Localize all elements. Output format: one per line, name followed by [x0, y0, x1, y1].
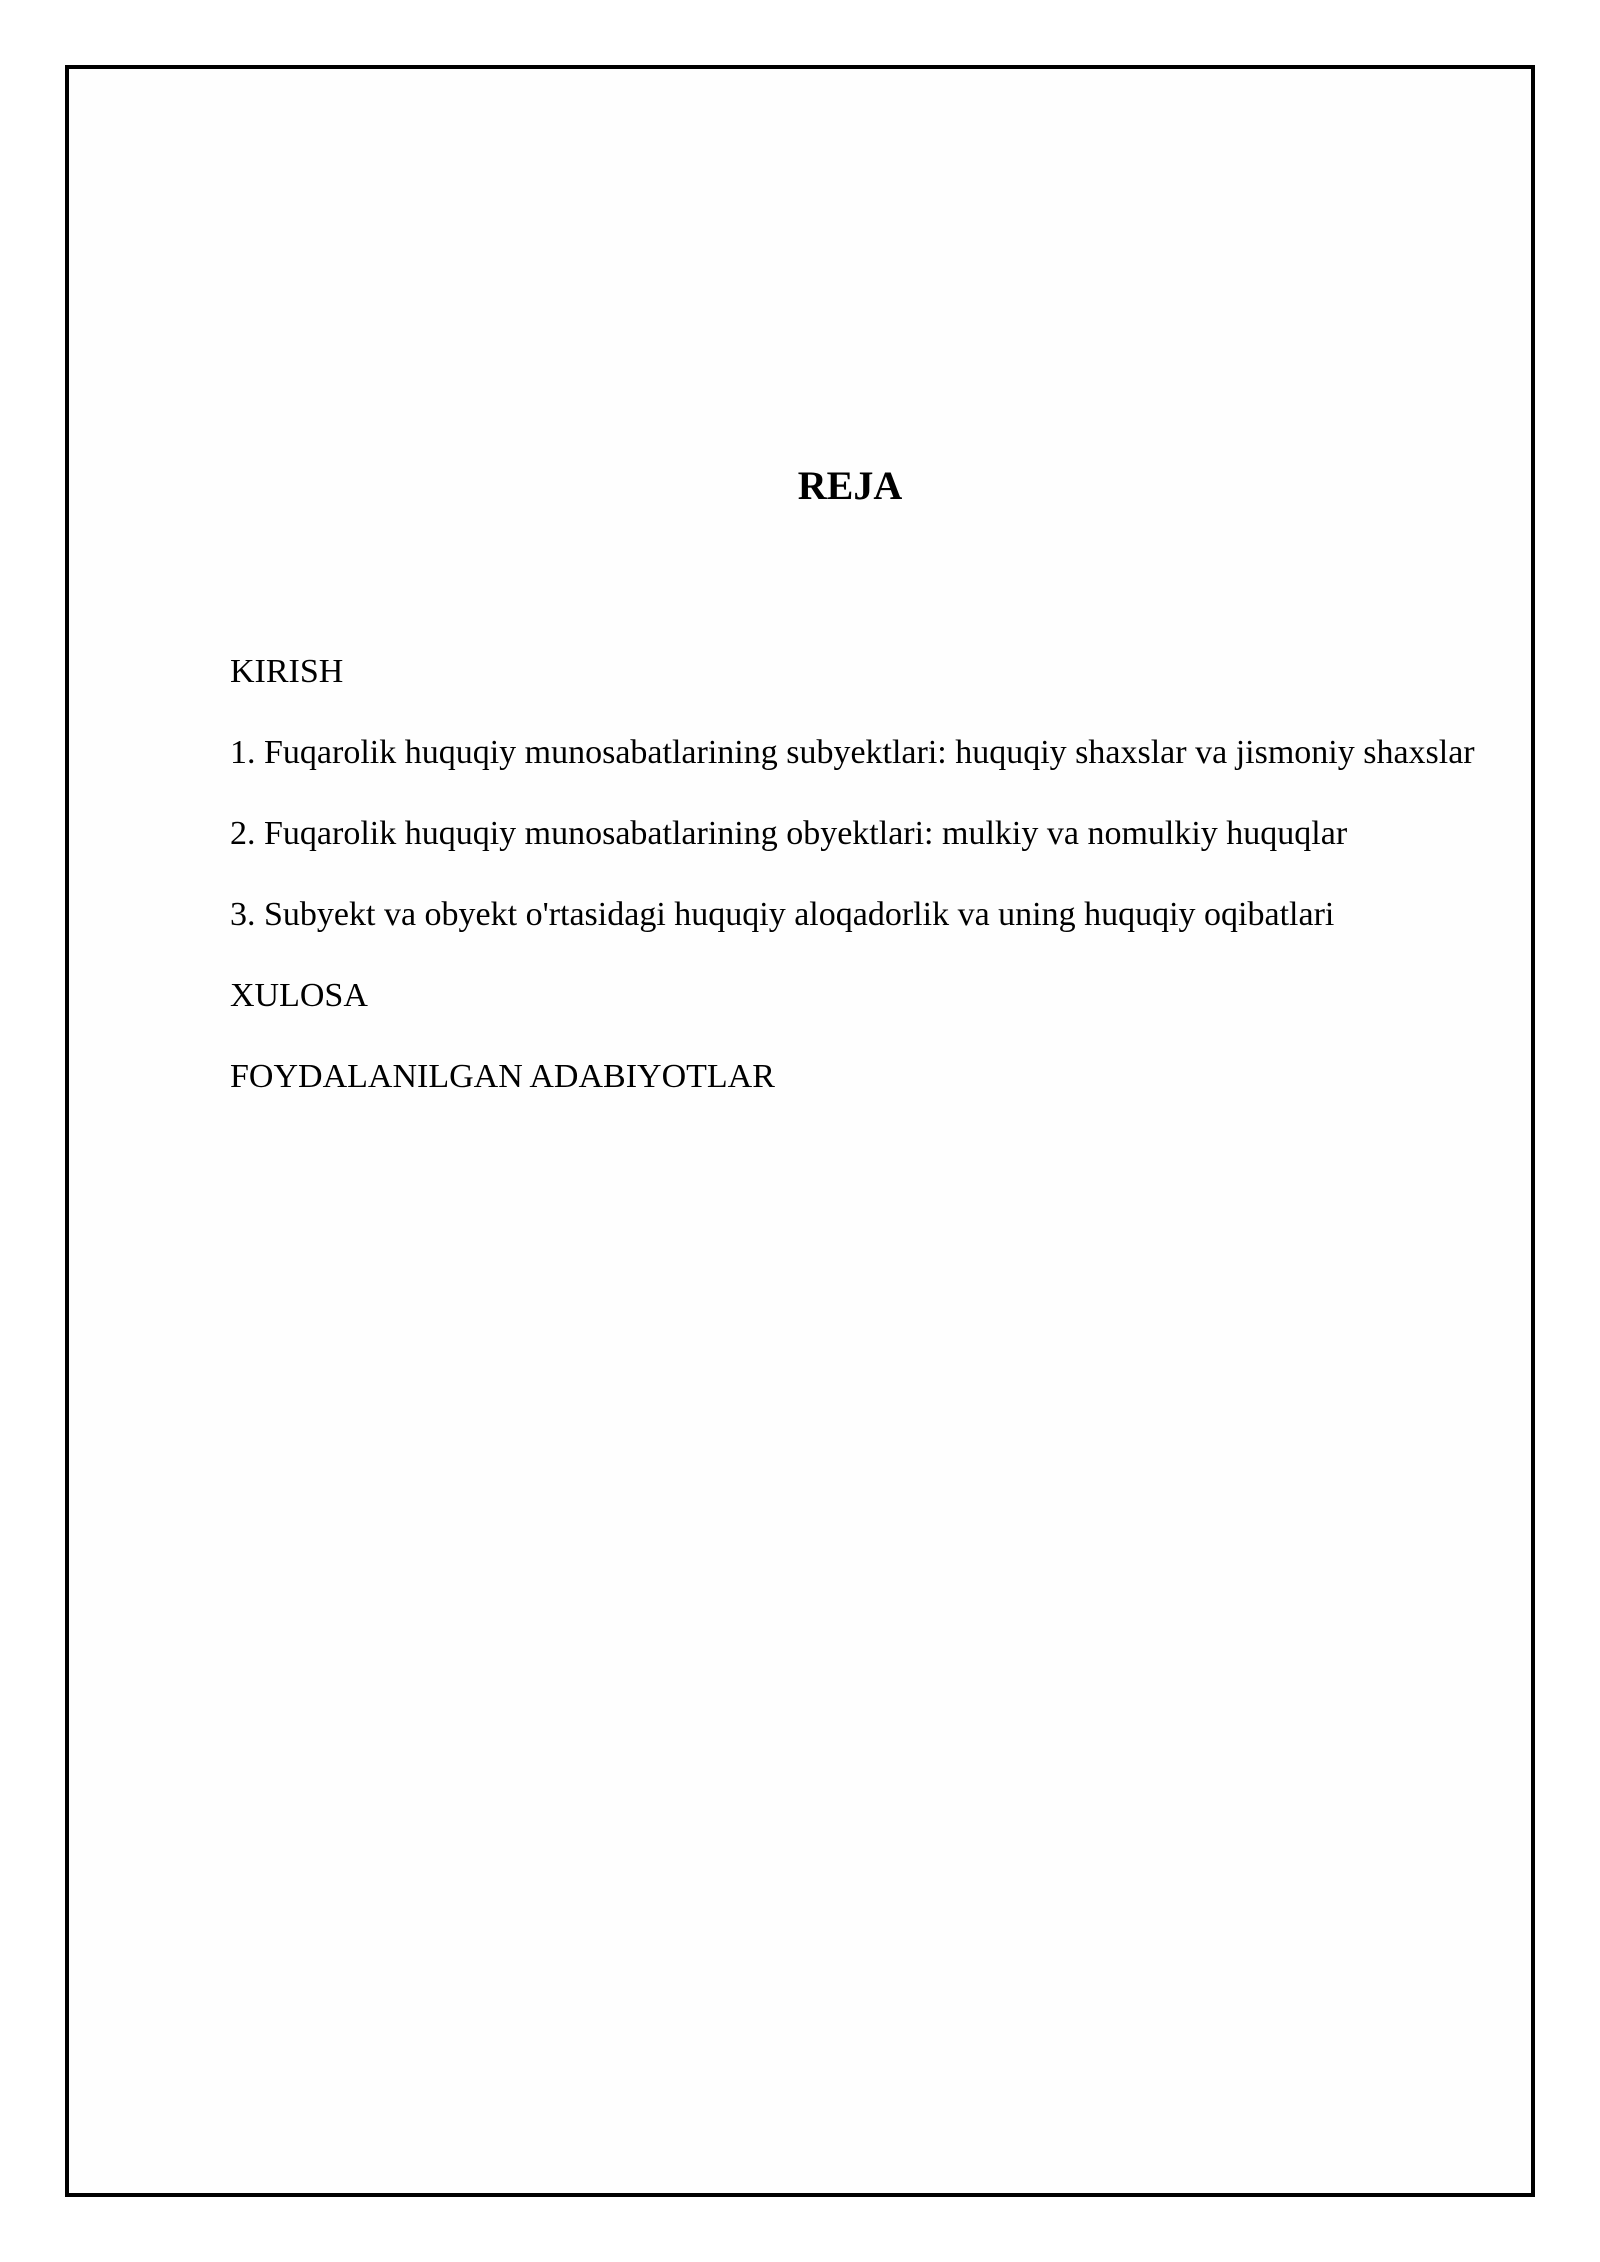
plan-item-section-3: 3. Subyekt va obyekt o'rtasidagi huquqiy aloqadorlik va uning huquqiy oqibatlari: [230, 896, 1335, 933]
plan-item-conclusion: XULOSA: [230, 977, 368, 1014]
plan-item-section-2: 2. Fuqarolik huquqiy munosabatlarining obyektlari: mulkiy va nomulkiy huquqlar: [230, 815, 1348, 852]
page-title: REJA: [797, 463, 903, 508]
plan-item-section-1: 1. Fuqarolik huquqiy munosabatlarining subyektlari: huquqiy shaxslar va jismoniy shaxslar: [230, 734, 1475, 771]
plan-item-introduction: KIRISH: [230, 653, 344, 690]
plan-item-references: FOYDALANILGAN ADABIYOTLAR: [230, 1058, 775, 1095]
plan-list: [230, 640, 1490, 1126]
page-border-frame: [65, 65, 1535, 2197]
